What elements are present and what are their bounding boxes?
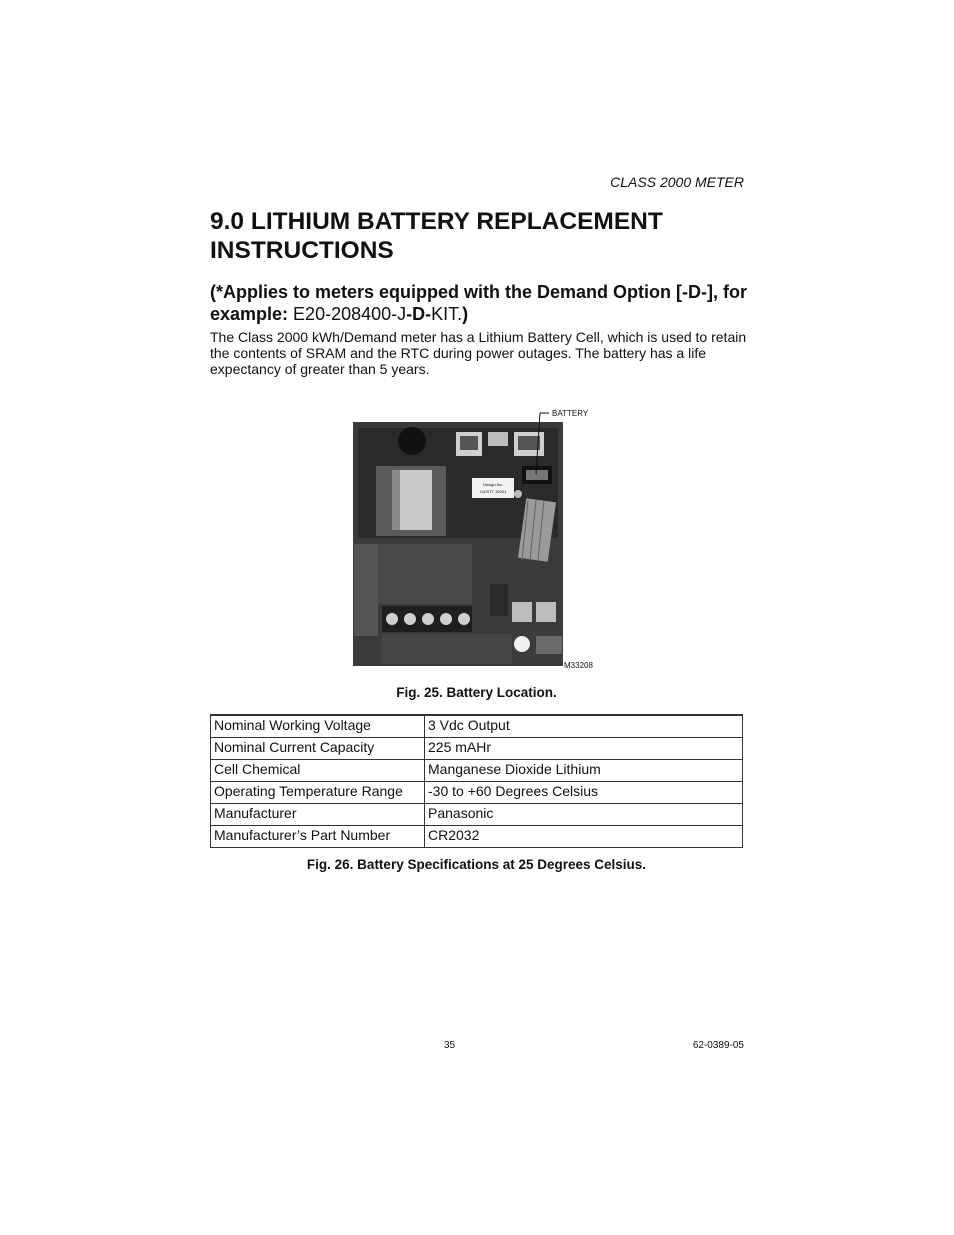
meter-board-illustration — [352, 404, 597, 674]
intro-paragraph: The Class 2000 kWh/Demand meter has a Lithium Battery Cell, which is used to retain the contents of SRAM and the RTC during power outages. The battery has a life expectancy of greater than 5 years. — [210, 329, 747, 377]
spec-label: Nominal Current Capacity — [211, 738, 425, 760]
battery-cell — [526, 470, 548, 480]
figure-code: M33208 — [564, 661, 593, 670]
section-title: 9.0 LITHIUM BATTERY REPLACEMENT INSTRUCTIONS — [210, 208, 663, 264]
spec-label: Manufacturer — [211, 804, 425, 826]
battery-callout-label: BATTERY — [552, 409, 589, 418]
header-connector — [488, 432, 508, 446]
spec-label: Manufacturer’s Part Number — [211, 826, 425, 848]
table-row — [211, 716, 743, 738]
screw-terminals — [382, 606, 472, 632]
terminal-block-1 — [490, 584, 508, 616]
bottom-hole — [514, 636, 530, 652]
subtitle-text: (*Applies to meters equipped with the Demand Option [-D-], for example: — [210, 282, 748, 324]
spec-label: Nominal Working Voltage — [211, 716, 425, 738]
figure-25-caption: Fig. 25. Battery Location. — [396, 685, 557, 700]
table-row — [211, 760, 743, 782]
table-row — [211, 826, 743, 848]
subtitle-close: ) — [462, 304, 469, 324]
table-row — [211, 804, 743, 826]
page-number: 35 — [444, 1040, 456, 1051]
spec-value: 3 Vdc Output — [425, 716, 743, 738]
example-model-number: E20-208400-J — [293, 304, 407, 324]
demand-option-code: -D- — [406, 304, 432, 324]
status-led — [514, 490, 522, 498]
figure-26-caption: Fig. 26. Battery Specifications at 25 Degrees Celsius. — [306, 857, 647, 872]
rj-connector-left-port — [460, 436, 478, 450]
battery-specs-table — [210, 714, 743, 848]
design-sticker — [472, 478, 514, 498]
rj-connector-right-port — [518, 436, 540, 450]
transformer-coil — [397, 470, 432, 530]
running-header: CLASS 2000 METER — [610, 174, 744, 190]
terminal-block-2 — [512, 602, 532, 622]
battery-location-figure — [352, 404, 597, 674]
cover-flap — [354, 544, 378, 636]
spec-label: Cell Chemical — [211, 760, 425, 782]
bottom-label-strip — [382, 634, 512, 664]
section-subtitle — [210, 281, 770, 325]
spec-value: -30 to +60 Degrees Celsius — [425, 782, 743, 804]
bottom-label — [536, 636, 562, 654]
mounting-hole — [398, 427, 426, 455]
sticker-line-2: 1/4/STT 10051 — [479, 489, 507, 494]
transformer-core — [392, 470, 400, 530]
document-number: 62-0389-05 — [692, 1040, 744, 1051]
table-row — [211, 738, 743, 760]
terminal-block-3 — [536, 602, 556, 622]
spec-value: 225 mAHr — [425, 738, 743, 760]
spec-value: CR2032 — [425, 826, 743, 848]
sticker-line-1: Design No. — [483, 482, 503, 487]
table-row — [211, 782, 743, 804]
spec-value: Panasonic — [425, 804, 743, 826]
terminal-cover — [362, 544, 472, 604]
kit-suffix: KIT. — [431, 304, 463, 324]
spec-label: Operating Temperature Range — [211, 782, 425, 804]
spec-value: Manganese Dioxide Lithium — [425, 760, 743, 782]
